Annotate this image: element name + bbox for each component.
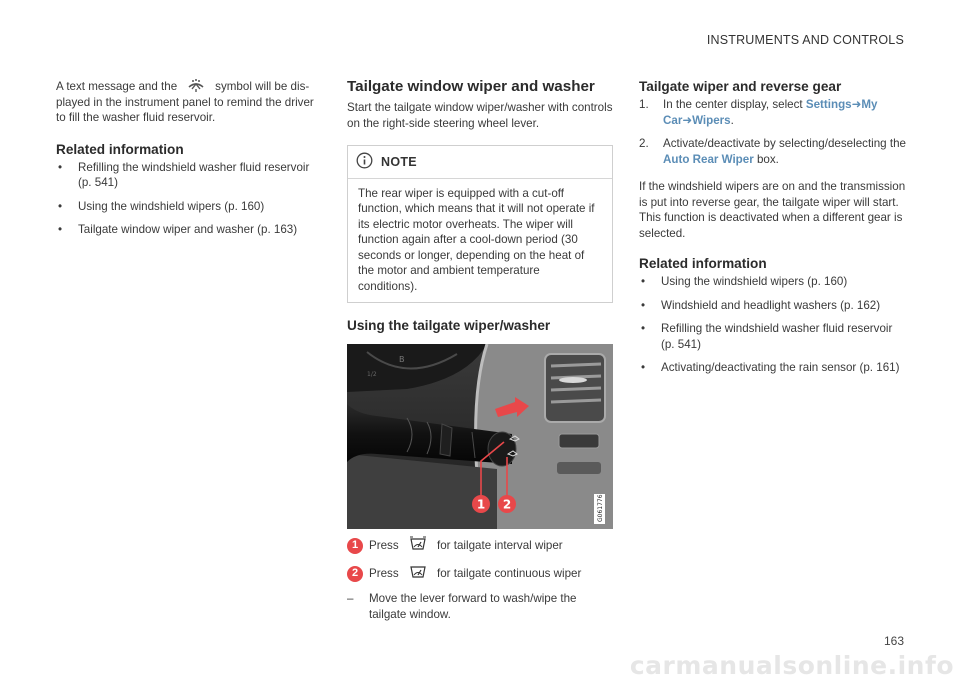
menu-settings[interactable]: Settings <box>805 98 852 111</box>
wiper-lever-illustration <box>347 344 613 529</box>
legend-press: Press <box>369 567 399 581</box>
intro-rest: played in the instrument panel to remind the driver to fill the washer fluid reservoir. <box>56 95 314 124</box>
washer-fluid-icon <box>183 78 209 94</box>
figure-code: G061776 <box>597 494 604 522</box>
legend-press: Press <box>369 539 399 553</box>
instruction-item: – Move the lever forward to wash/wipe the tailgate window. <box>347 591 613 622</box>
section-header: INSTRUMENTS AND CONTROLS <box>706 33 904 47</box>
continuous-wiper-icon <box>409 564 437 585</box>
interval-wiper-icon <box>409 536 437 557</box>
step-1 <box>639 97 907 128</box>
related-title: Related information <box>56 141 184 157</box>
legend-number: 1 <box>347 538 363 554</box>
related-title: Related information <box>639 256 767 271</box>
related-link[interactable]: • Windshield and headlight washers (p. 162) <box>639 298 907 314</box>
steps-list <box>639 97 907 167</box>
subheading: Using the tailgate wiper/washer <box>347 318 551 333</box>
legend-item-1 <box>347 535 613 557</box>
legend-item-2 <box>347 563 613 585</box>
menu-my-car[interactable]: My Car <box>663 98 878 127</box>
step-2 <box>639 136 907 167</box>
reverse-gear-paragraph: If the windshield wipers are on and the transmission is put into reverse gear, the tailgate wiper will start. This function is deactivated when a different gear is selected. <box>639 180 906 240</box>
step-text: In the center display, select <box>663 98 803 111</box>
column-1 <box>56 78 322 246</box>
section-title: Tailgate wiper and reverse gear <box>639 79 842 94</box>
callout-2-label: 2 <box>502 497 512 512</box>
page-number: 163 <box>883 634 904 648</box>
note-title: NOTE <box>381 155 417 169</box>
intro-before: A text message and the <box>56 80 178 93</box>
arrow-right-icon: ➜ <box>682 113 693 127</box>
related-list <box>639 274 907 376</box>
watermark: carmanualsonline.info <box>629 650 954 680</box>
section-intro: Start the tailgate window wiper/washer with controls on the right-side steering wheel lever. <box>347 101 613 130</box>
legend-number: 2 <box>347 566 363 582</box>
step-end: box. <box>756 152 779 166</box>
svg-text:B: B <box>399 355 405 364</box>
step-number: 1. <box>639 98 649 111</box>
auto-rear-wiper-option[interactable]: Auto Rear Wiper <box>663 152 754 166</box>
svg-text:1/2: 1/2 <box>367 371 377 378</box>
related-link[interactable]: • Refilling the windshield washer fluid reservoir (p. 541) <box>56 160 322 191</box>
intro-paragraph <box>56 78 322 126</box>
intro-after: symbol will be dis- <box>215 80 310 93</box>
info-icon <box>356 152 373 174</box>
related-link[interactable]: • Activating/deactivating the rain sensor (p. 161) <box>639 360 907 376</box>
legend-text: for tailgate continuous wiper <box>437 567 582 581</box>
related-link[interactable]: • Tailgate window wiper and washer (p. 163) <box>56 222 322 238</box>
related-list <box>56 160 322 238</box>
column-3 <box>639 78 907 384</box>
related-link[interactable]: • Refilling the windshield washer fluid reservoir (p. 541) <box>639 321 907 352</box>
callout-1-label: 1 <box>476 497 486 512</box>
note-box <box>347 145 613 303</box>
arrow-right-icon: ➜ <box>851 98 862 111</box>
legend-text: for tailgate interval wiper <box>437 539 563 553</box>
menu-wipers[interactable]: Wipers <box>692 113 731 127</box>
note-header <box>348 146 612 179</box>
step-number: 2. <box>639 137 649 150</box>
section-title: Tailgate window wiper and washer <box>347 78 595 95</box>
related-link[interactable]: • Using the windshield wipers (p. 160) <box>56 199 322 215</box>
column-2 <box>347 78 613 622</box>
related-link[interactable]: • Using the windshield wipers (p. 160) <box>639 274 907 290</box>
step-text: Activate/deactivate by selecting/deselecting the <box>663 137 906 150</box>
note-body: The rear wiper is equipped with a cut-off function, which means that it will not operate if its electric motor overheats. The wiper will function again after a cool-down period (30 seconds or longer, depending on the heat of the motor and ambient temperature conditions). <box>358 186 595 293</box>
step-end: . <box>730 113 734 127</box>
